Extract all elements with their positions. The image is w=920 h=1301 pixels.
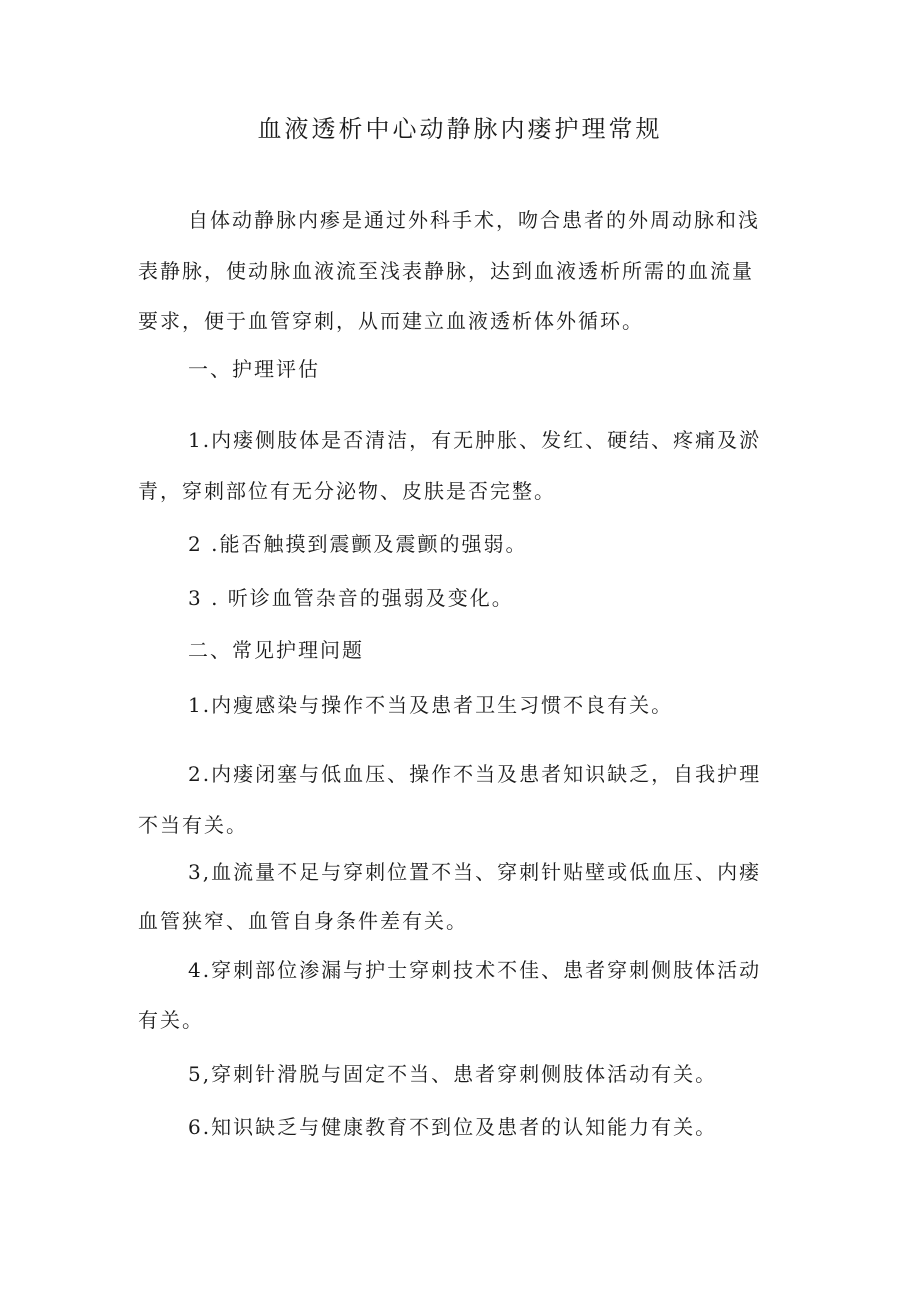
section-2-item-2-line-1: 2.内瘘闭塞与低血压、操作不当及患者知识缺乏，自我护理: [188, 762, 762, 786]
section-2-item-2-line-2: 不当有关。: [138, 813, 248, 837]
section-2-item-3-line-1: 3,血流量不足与穿刺位置不当、穿刺针贴壁或低血压、内瘘: [188, 860, 762, 884]
intro-line-2: 表静脉，使动脉血液流至浅表静脉，达到血液透析所需的血流量: [138, 259, 754, 283]
intro-line-3: 要求，便于血管穿刺，从而建立血液透析体外循环。: [138, 309, 644, 333]
section-1-heading: 一、护理评估: [188, 357, 320, 381]
document-title: 血液透析中心动静脉内瘘护理常规: [257, 115, 663, 143]
section-2-item-5: 5,穿刺针滑脱与固定不当、患者穿刺侧肢体活动有关。: [188, 1062, 718, 1086]
section-1-item-1-line-1: 1.内瘘侧肢体是否清洁，有无肿胀、发红、硬结、疼痛及淤: [188, 428, 762, 452]
section-2-item-6: 6.知识缺乏与健康教育不到位及患者的认知能力有关。: [188, 1115, 718, 1139]
section-1-item-3: 3 . 听诊血管杂音的强弱及变化。: [188, 586, 514, 610]
intro-line-1: 自体动静脉内瘆是通过外科手术，吻合患者的外周动脉和浅: [188, 208, 760, 232]
section-1-item-2: 2 .能否触摸到震颤及震颤的强弱。: [188, 532, 528, 556]
section-2-item-1: 1.内瘦感染与操作不当及患者卫生习惯不良有关。: [188, 693, 674, 717]
section-2-item-3-line-2: 血管狭窄、血管自身条件差有关。: [138, 909, 468, 933]
section-2-heading: 二、常见护理问题: [188, 638, 364, 662]
section-1-item-1-line-2: 青，穿刺部位有无分泌物、皮肤是否完整。: [138, 479, 556, 503]
section-2-item-4-line-2: 有关。: [138, 1008, 204, 1032]
section-2-item-4-line-1: 4.穿刺部位渗漏与护士穿刺技术不佳、患者穿刺侧肢体活动: [188, 958, 762, 982]
